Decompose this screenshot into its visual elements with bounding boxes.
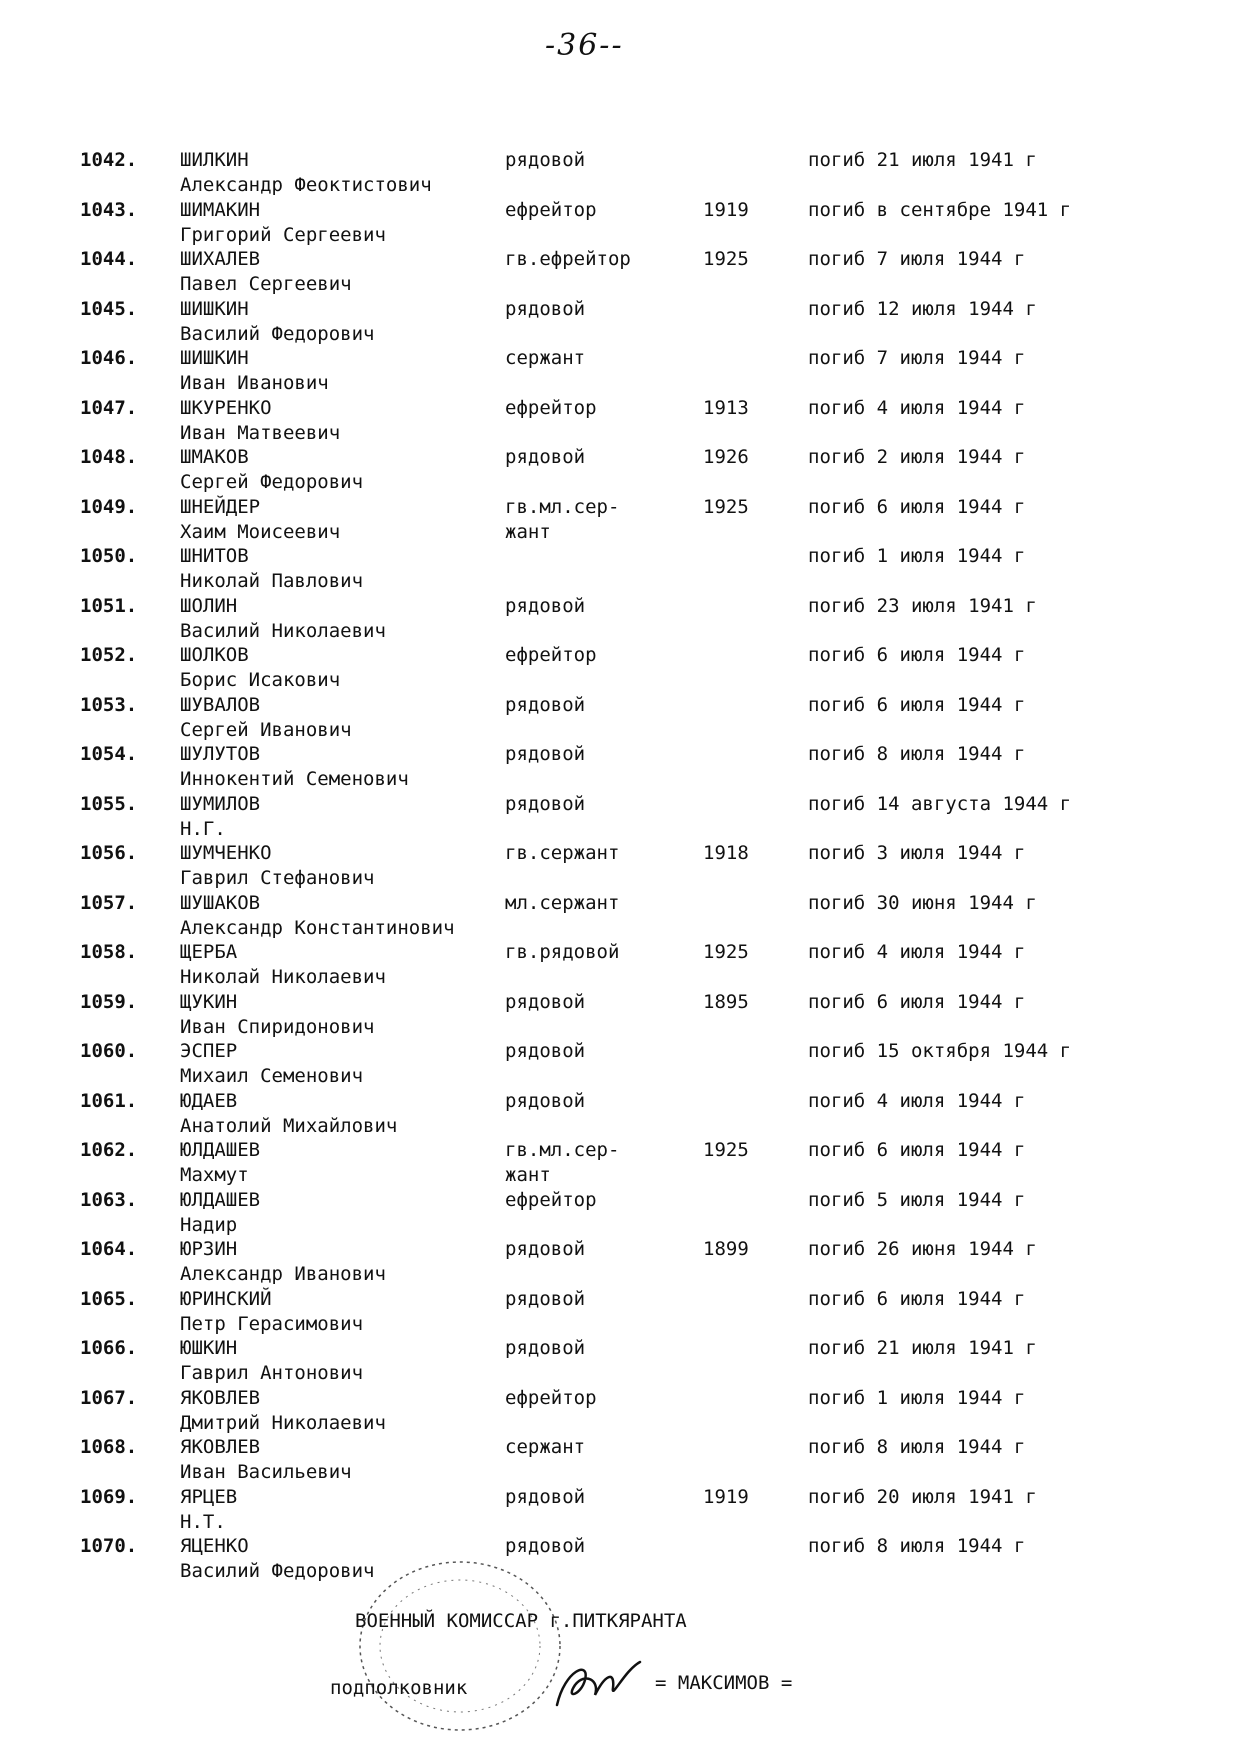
list-item bbox=[0, 396, 1236, 446]
record-given-names: Иннокентий Семенович bbox=[180, 768, 409, 790]
record-surname: ЯРЦЕВ bbox=[180, 1485, 238, 1508]
record-surname: ЯЦЕНКО bbox=[180, 1535, 249, 1557]
page-number: -36-- bbox=[545, 28, 624, 63]
record-given-names: Хаим Моисеевич bbox=[180, 520, 341, 543]
record-fate: погиб 6 июля 1944 г bbox=[808, 693, 1026, 716]
record-number: 1056. bbox=[80, 842, 138, 864]
list-item bbox=[0, 495, 1236, 545]
record-birth-year: 1918 bbox=[703, 842, 749, 864]
record-rank: рядовой bbox=[505, 149, 586, 171]
list-item bbox=[0, 1336, 1236, 1386]
record-number: 1057. bbox=[80, 891, 138, 914]
record-number: 1046. bbox=[80, 347, 138, 369]
record-number: 1042. bbox=[80, 149, 138, 171]
list-item bbox=[0, 247, 1236, 297]
record-surname: ШОЛКОВ bbox=[180, 644, 249, 666]
record-number: 1068. bbox=[80, 1436, 138, 1458]
record-rank: рядовой bbox=[505, 990, 586, 1013]
record-rank: гв.мл.сер- bbox=[505, 495, 620, 518]
record-fate: погиб 1 июля 1944 г bbox=[808, 1386, 1026, 1409]
list-item bbox=[0, 346, 1236, 396]
signatory-name: = МАКСИМОВ = bbox=[655, 1672, 793, 1694]
record-fate: погиб 2 июля 1944 г bbox=[808, 446, 1026, 468]
record-birth-year: 1919 bbox=[703, 198, 749, 221]
record-surname: ШУМИЛОВ bbox=[180, 792, 261, 815]
record-surname: ШУМЧЕНКО bbox=[180, 842, 272, 864]
record-rank: рядовой bbox=[505, 594, 586, 617]
record-fate: погиб 30 июня 1944 г bbox=[808, 891, 1037, 914]
record-number: 1058. bbox=[80, 941, 138, 963]
list-item bbox=[0, 1485, 1236, 1535]
list-item bbox=[0, 594, 1236, 644]
record-number: 1055. bbox=[80, 792, 138, 815]
record-fate: погиб 8 июля 1944 г bbox=[808, 743, 1026, 765]
record-rank: рядовой bbox=[505, 1337, 586, 1359]
list-item bbox=[0, 1287, 1236, 1337]
record-given-names: Иван Матвеевич bbox=[180, 421, 341, 444]
record-given-names: Михаил Семенович bbox=[180, 1065, 364, 1087]
record-rank-continuation: жант bbox=[505, 520, 551, 543]
list-item bbox=[0, 148, 1236, 198]
record-given-names: Н.Г. bbox=[180, 817, 226, 840]
record-rank: рядовой bbox=[505, 1089, 586, 1112]
record-given-names: Николай Павлович bbox=[180, 570, 364, 592]
record-surname: ШИШКИН bbox=[180, 347, 249, 369]
record-fate: погиб в сентябре 1941 г bbox=[808, 198, 1072, 221]
record-surname: ШИХАЛЕВ bbox=[180, 248, 261, 270]
record-given-names: Александр Иванович bbox=[180, 1263, 386, 1285]
record-fate: погиб 6 июля 1944 г bbox=[808, 1139, 1026, 1161]
record-surname: ШУВАЛОВ bbox=[180, 693, 261, 716]
record-given-names: Иван Иванович bbox=[180, 372, 329, 394]
record-fate: погиб 26 июня 1944 г bbox=[808, 1238, 1037, 1260]
record-fate: погиб 1 июля 1944 г bbox=[808, 545, 1026, 567]
record-surname: ЩУКИН bbox=[180, 990, 238, 1013]
record-birth-year: 1919 bbox=[703, 1485, 749, 1508]
record-number: 1043. bbox=[80, 198, 138, 221]
record-fate: погиб 7 июля 1944 г bbox=[808, 248, 1026, 270]
record-rank: рядовой bbox=[505, 1287, 586, 1310]
record-fate: погиб 6 июля 1944 г bbox=[808, 1287, 1026, 1310]
record-given-names: Н.Т. bbox=[180, 1510, 226, 1533]
record-given-names: Борис Исакович bbox=[180, 669, 341, 691]
record-surname: ШУШАКОВ bbox=[180, 891, 261, 914]
list-item bbox=[0, 1237, 1236, 1287]
record-given-names: Иван Спиридонович bbox=[180, 1015, 375, 1038]
list-item bbox=[0, 841, 1236, 891]
record-surname: ЮДАЕВ bbox=[180, 1089, 238, 1112]
list-item bbox=[0, 693, 1236, 743]
record-rank: ефрейтор bbox=[505, 644, 597, 666]
list-item bbox=[0, 891, 1236, 941]
record-given-names: Николай Николаевич bbox=[180, 966, 386, 988]
record-surname: ШИЛКИН bbox=[180, 149, 249, 171]
record-fate: погиб 7 июля 1944 г bbox=[808, 347, 1026, 369]
record-surname: ШУЛУТОВ bbox=[180, 743, 261, 765]
record-birth-year: 1925 bbox=[703, 941, 749, 963]
list-item bbox=[0, 297, 1236, 347]
record-fate: погиб 5 июля 1944 г bbox=[808, 1188, 1026, 1211]
record-rank: ефрейтор bbox=[505, 198, 597, 221]
record-number: 1060. bbox=[80, 1040, 138, 1062]
record-given-names: Гаврил Стефанович bbox=[180, 867, 375, 889]
record-rank-continuation: жант bbox=[505, 1164, 551, 1186]
record-fate: погиб 4 июля 1944 г bbox=[808, 1089, 1026, 1112]
record-number: 1053. bbox=[80, 693, 138, 716]
list-item bbox=[0, 1039, 1236, 1089]
record-number: 1049. bbox=[80, 495, 138, 518]
record-number: 1047. bbox=[80, 396, 138, 419]
record-rank: сержант bbox=[505, 347, 586, 369]
record-surname: ШНИТОВ bbox=[180, 545, 249, 567]
record-surname: ШОЛИН bbox=[180, 594, 238, 617]
record-birth-year: 1925 bbox=[703, 495, 749, 518]
record-rank: сержант bbox=[505, 1436, 586, 1458]
commissar-title: ВОЕННЫЙ КОМИССАР г.ПИТКЯРАНТА bbox=[355, 1610, 687, 1632]
record-fate: погиб 6 июля 1944 г bbox=[808, 644, 1026, 666]
record-surname: ЩЕРБА bbox=[180, 941, 238, 963]
record-number: 1064. bbox=[80, 1238, 138, 1260]
record-birth-year: 1926 bbox=[703, 446, 749, 468]
record-surname: ЯКОВЛЕВ bbox=[180, 1436, 261, 1458]
record-number: 1067. bbox=[80, 1386, 138, 1409]
record-fate: погиб 21 июля 1941 г bbox=[808, 1337, 1037, 1359]
round-stamp-icon bbox=[345, 1548, 575, 1738]
record-given-names: Александр Константинович bbox=[180, 916, 455, 939]
record-fate: погиб 6 июля 1944 г bbox=[808, 495, 1026, 518]
record-surname: ШНЕЙДЕР bbox=[180, 495, 261, 518]
record-given-names: Анатолий Михайлович bbox=[180, 1114, 398, 1137]
record-rank: рядовой bbox=[505, 1535, 586, 1557]
record-fate: погиб 12 июля 1944 г bbox=[808, 297, 1037, 320]
record-given-names: Дмитрий Николаевич bbox=[180, 1411, 386, 1434]
record-surname: ЮРИНСКИЙ bbox=[180, 1287, 272, 1310]
record-number: 1050. bbox=[80, 545, 138, 567]
record-surname: ШКУРЕНКО bbox=[180, 396, 272, 419]
list-item bbox=[0, 544, 1236, 594]
record-surname: ЭСПЕР bbox=[180, 1040, 238, 1062]
record-number: 1051. bbox=[80, 594, 138, 617]
record-number: 1066. bbox=[80, 1337, 138, 1359]
record-number: 1063. bbox=[80, 1188, 138, 1211]
record-rank: рядовой bbox=[505, 693, 586, 716]
record-rank: рядовой bbox=[505, 743, 586, 765]
record-given-names: Василий Николаевич bbox=[180, 619, 386, 642]
record-surname: ЯКОВЛЕВ bbox=[180, 1386, 261, 1409]
record-birth-year: 1913 bbox=[703, 396, 749, 419]
record-number: 1044. bbox=[80, 248, 138, 270]
record-rank: рядовой bbox=[505, 1485, 586, 1508]
record-surname: ШИШКИН bbox=[180, 297, 249, 320]
record-number: 1061. bbox=[80, 1089, 138, 1112]
record-number: 1045. bbox=[80, 297, 138, 320]
list-item bbox=[0, 198, 1236, 248]
list-item bbox=[0, 940, 1236, 990]
list-item bbox=[0, 1534, 1236, 1584]
record-number: 1059. bbox=[80, 990, 138, 1013]
record-birth-year: 1899 bbox=[703, 1238, 749, 1260]
record-birth-year: 1925 bbox=[703, 1139, 749, 1161]
record-fate: погиб 20 июля 1941 г bbox=[808, 1485, 1037, 1508]
record-given-names: Гаврил Антонович bbox=[180, 1362, 364, 1384]
record-given-names: Петр Герасимович bbox=[180, 1312, 364, 1335]
list-item bbox=[0, 742, 1236, 792]
record-given-names: Василий Федорович bbox=[180, 1560, 375, 1582]
record-rank: рядовой bbox=[505, 446, 586, 468]
record-fate: погиб 8 июля 1944 г bbox=[808, 1535, 1026, 1557]
record-birth-year: 1925 bbox=[703, 248, 749, 270]
list-item bbox=[0, 792, 1236, 842]
record-number: 1070. bbox=[80, 1535, 138, 1557]
record-rank: ефрейтор bbox=[505, 1386, 597, 1409]
record-rank: ефрейтор bbox=[505, 396, 597, 419]
record-given-names: Василий Федорович bbox=[180, 322, 375, 345]
record-fate: погиб 21 июля 1941 г bbox=[808, 149, 1037, 171]
record-rank: гв.мл.сер- bbox=[505, 1139, 620, 1161]
record-fate: погиб 15 октября 1944 г bbox=[808, 1040, 1072, 1062]
record-rank: гв.сержант bbox=[505, 842, 620, 864]
record-given-names: Павел Сергеевич bbox=[180, 273, 352, 295]
handwritten-signature-icon bbox=[545, 1650, 655, 1720]
record-birth-year: 1895 bbox=[703, 990, 749, 1013]
record-fate: погиб 3 июля 1944 г bbox=[808, 842, 1026, 864]
record-number: 1062. bbox=[80, 1139, 138, 1161]
list-item bbox=[0, 1188, 1236, 1238]
record-fate: погиб 4 июля 1944 г bbox=[808, 396, 1026, 419]
record-rank: гв.рядовой bbox=[505, 941, 620, 963]
record-rank: рядовой bbox=[505, 1238, 586, 1260]
record-rank: мл.сержант bbox=[505, 891, 620, 914]
record-given-names: Сергей Иванович bbox=[180, 718, 352, 741]
record-fate: погиб 23 июля 1941 г bbox=[808, 594, 1037, 617]
record-rank: рядовой bbox=[505, 792, 586, 815]
record-number: 1054. bbox=[80, 743, 138, 765]
record-surname: ШМАКОВ bbox=[180, 446, 249, 468]
record-number: 1052. bbox=[80, 644, 138, 666]
record-rank: ефрейтор bbox=[505, 1188, 597, 1211]
list-item bbox=[0, 643, 1236, 693]
list-item bbox=[0, 445, 1236, 495]
signatory-rank: подполковник bbox=[330, 1677, 468, 1699]
record-rank: рядовой bbox=[505, 1040, 586, 1062]
record-fate: погиб 8 июля 1944 г bbox=[808, 1436, 1026, 1458]
record-fate: погиб 4 июля 1944 г bbox=[808, 941, 1026, 963]
record-number: 1069. bbox=[80, 1485, 138, 1508]
record-surname: ЮШКИН bbox=[180, 1337, 238, 1359]
record-given-names: Сергей Федорович bbox=[180, 471, 364, 493]
record-surname: ШИМАКИН bbox=[180, 198, 261, 221]
record-surname: ЮЛДАШЕВ bbox=[180, 1139, 261, 1161]
record-given-names: Александр Феоктистович bbox=[180, 174, 432, 196]
record-number: 1048. bbox=[80, 446, 138, 468]
record-fate: погиб 6 июля 1944 г bbox=[808, 990, 1026, 1013]
record-number: 1065. bbox=[80, 1287, 138, 1310]
list-item bbox=[0, 990, 1236, 1040]
record-given-names: Иван Васильевич bbox=[180, 1461, 352, 1483]
list-item bbox=[0, 1386, 1236, 1436]
record-rank: рядовой bbox=[505, 297, 586, 320]
record-surname: ЮЛДАШЕВ bbox=[180, 1188, 261, 1211]
list-item bbox=[0, 1435, 1236, 1485]
record-fate: погиб 14 августа 1944 г bbox=[808, 792, 1072, 815]
record-given-names: Григорий Сергеевич bbox=[180, 223, 386, 246]
list-item bbox=[0, 1138, 1236, 1188]
record-surname: ЮРЗИН bbox=[180, 1238, 238, 1260]
list-item bbox=[0, 1089, 1236, 1139]
record-given-names: Махмут bbox=[180, 1164, 249, 1186]
record-given-names: Надир bbox=[180, 1213, 238, 1236]
record-rank: гв.ефрейтор bbox=[505, 248, 631, 270]
